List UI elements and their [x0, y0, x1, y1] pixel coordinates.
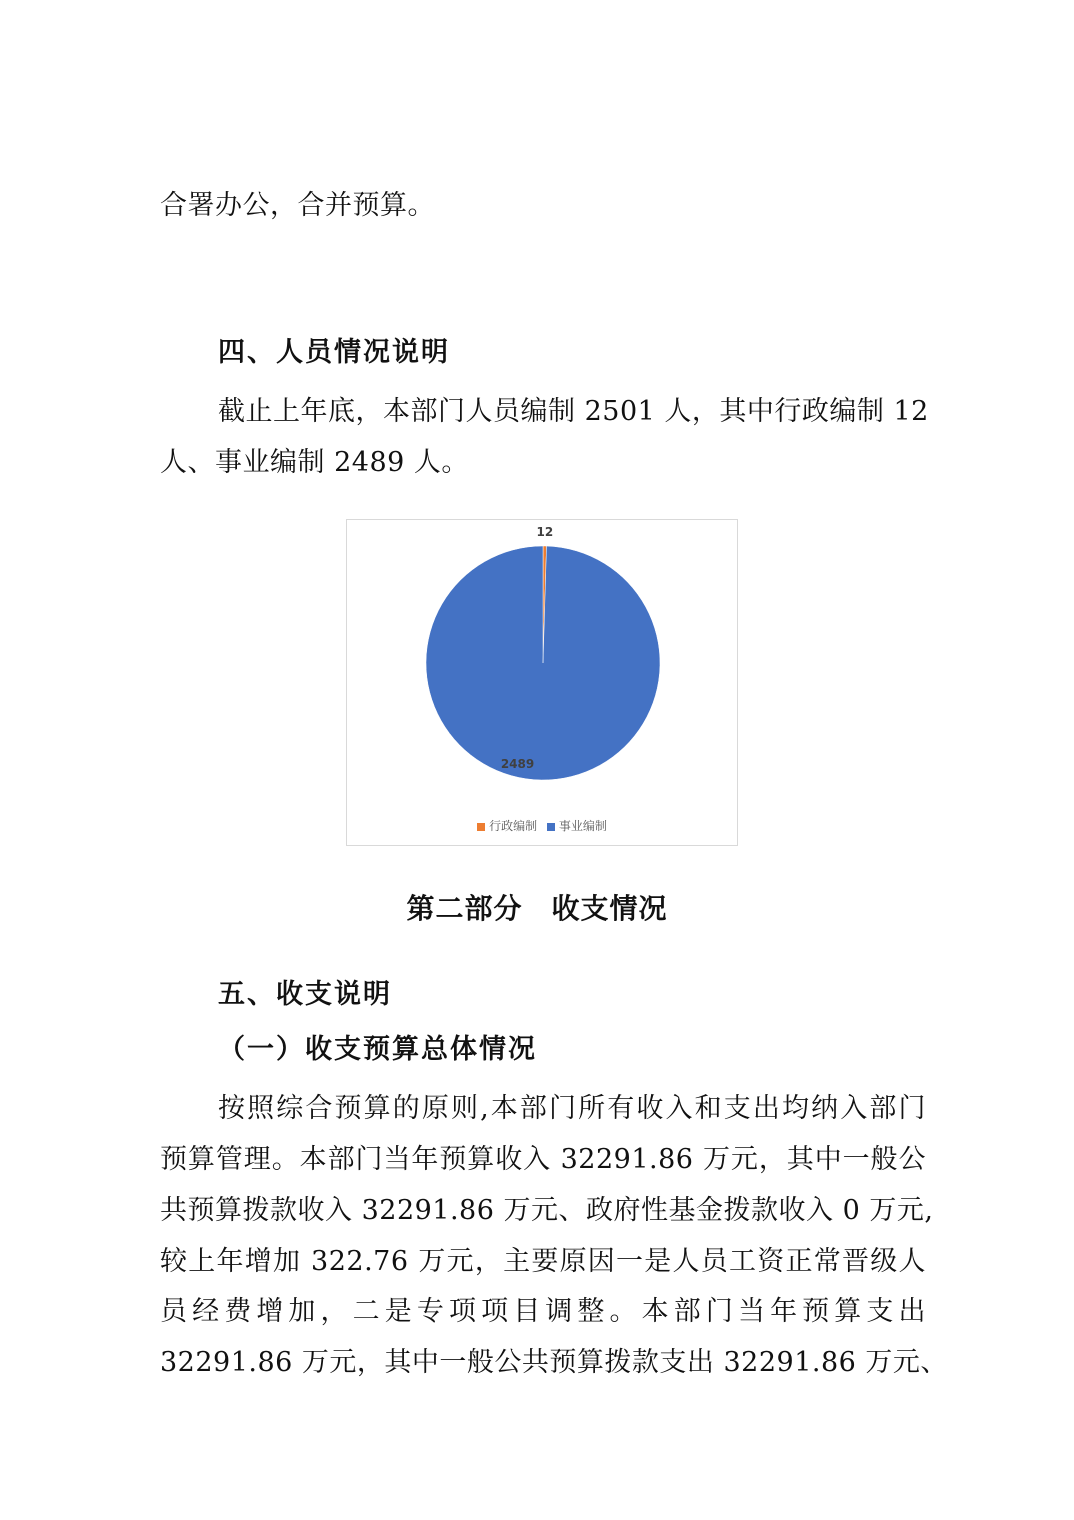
section-heading-staffing: 四、人员情况说明: [218, 337, 450, 368]
legend-label-institution: 事业编制: [558, 819, 607, 833]
pie-slice-institution: [426, 546, 660, 780]
data-label-institution: 2489: [500, 757, 535, 771]
legend-swatch-institution: [547, 823, 555, 831]
data-label-admin: 12: [536, 525, 554, 540]
budget-paragraph-line-3: 共预算拨款收入 32291.86 万元、政府性基金拨款收入 0 万元,: [160, 1195, 934, 1226]
staffing-paragraph-line-2: 人、事业编制 2489 人。: [160, 447, 469, 478]
budget-paragraph-line-1: 按照综合预算的原则,本部门所有收入和支出均纳入部门: [218, 1093, 926, 1124]
paragraph-continuation: 合署办公，合并预算。: [160, 190, 435, 221]
legend-label-admin: 行政编制: [489, 819, 538, 833]
pie-chart-canvas: [347, 520, 739, 847]
budget-paragraph-line-2: 预算管理。本部门当年预算收入 32291.86 万元，其中一般公: [160, 1144, 926, 1175]
section-heading-revenue-expenditure: 五、收支说明: [218, 979, 392, 1010]
chart-legend: [347, 817, 737, 834]
budget-paragraph-line-6: 32291.86 万元，其中一般公共预算拨款支出 32291.86 万元、: [160, 1347, 948, 1378]
legend-item-institution: [547, 817, 607, 834]
part-title: 第二部分 收支情况: [406, 892, 668, 925]
budget-paragraph-line-4: 较上年增加 322.76 万元，主要原因一是人员工资正常晋级人: [160, 1246, 926, 1277]
legend-item-admin: [477, 817, 537, 834]
staffing-pie-chart: [346, 519, 738, 846]
staffing-paragraph-line-1: 截止上年底，本部门人员编制 2501 人，其中行政编制 12: [218, 396, 929, 427]
subsection-heading-overall: （一）收支预算总体情况: [218, 1034, 537, 1065]
budget-paragraph-line-5: 员经费增加，二是专项项目调整。本部门当年预算支出: [160, 1296, 926, 1327]
legend-swatch-admin: [477, 823, 485, 831]
